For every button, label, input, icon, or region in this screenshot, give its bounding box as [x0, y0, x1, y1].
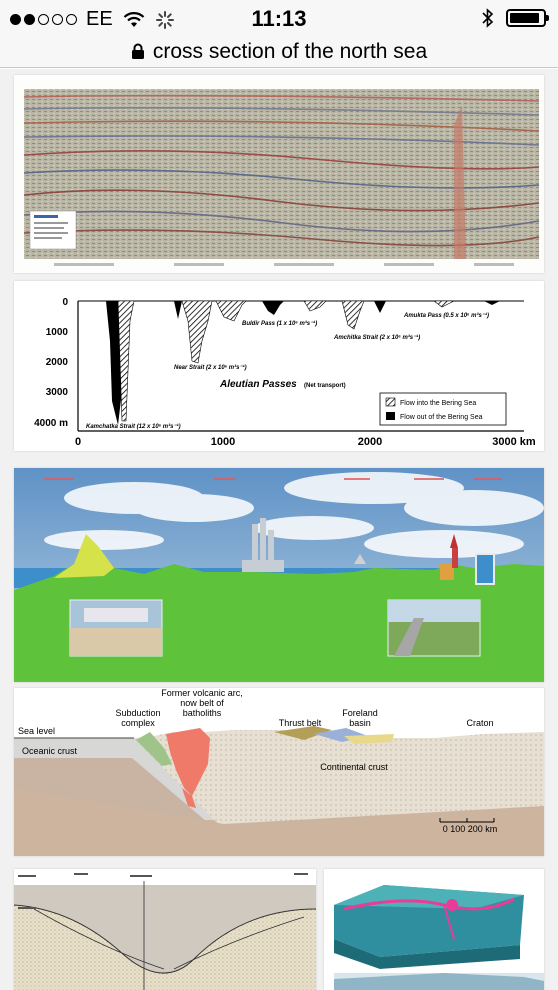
- label-scale: 0 100 200 km: [442, 824, 498, 834]
- url-text: cross section of the north sea: [152, 39, 428, 63]
- x-tick-2000: 2000: [357, 436, 383, 448]
- legend-out: Flow out of the Bering Sea: [400, 414, 483, 421]
- image-results: [0, 69, 558, 990]
- label-continental: Continental crust: [320, 762, 388, 772]
- label-subduction: Subduction complex: [115, 708, 161, 728]
- y-tick-1000: 1000: [45, 327, 68, 338]
- label-craton: Craton: [466, 718, 494, 728]
- label-buldir: Buldir Pass (1 x 10⁶ m³s⁻¹): [242, 321, 318, 327]
- x-tick-3000: 3000 km: [492, 436, 536, 448]
- x-tick-1000: 1000: [210, 436, 236, 448]
- result-image-tectonic[interactable]: [14, 688, 544, 856]
- label-amchitka: Amchitka Strait (2 x 10⁶ m³s⁻¹): [334, 335, 421, 341]
- bluetooth-icon: [482, 8, 494, 28]
- y-tick-4000: 4000 m: [34, 418, 68, 429]
- lock-icon: [131, 43, 145, 60]
- landscape-image: [14, 468, 544, 682]
- label-amukta: Amukta Pass (0.5 x 10⁶ m³s⁻¹): [404, 313, 489, 319]
- label-sea-level: Sea level: [18, 726, 56, 736]
- label-oceanic-crust: Oceanic crust: [22, 746, 78, 756]
- y-tick-3000: 3000: [45, 387, 68, 398]
- result-image-landscape[interactable]: [14, 468, 544, 682]
- address-bar[interactable]: [0, 36, 558, 68]
- y-tick-0: 0: [62, 297, 68, 308]
- y-tick-2000: 2000: [45, 357, 68, 368]
- result-image-3d-block[interactable]: [324, 869, 544, 990]
- status-right: [482, 8, 546, 28]
- chart-subtitle: (Net transport): [304, 383, 346, 389]
- battery-level: [510, 13, 539, 23]
- label-foreland: Foreland basin: [342, 708, 378, 728]
- battery-icon: [506, 9, 546, 27]
- result-image-geology-sketch[interactable]: [14, 869, 316, 990]
- geology-sketch-image: [14, 869, 316, 990]
- carrier-name: EE: [86, 8, 113, 30]
- 3d-block-image: [324, 869, 544, 990]
- label-near: Near Strait (2 x 10⁶ m³s⁻¹): [174, 365, 247, 371]
- legend-into: Flow into the Bering Sea: [400, 400, 477, 407]
- label-thrust: Thrust belt: [278, 718, 322, 728]
- status-bar: [0, 0, 558, 36]
- aleutian-chart: [14, 281, 544, 451]
- status-time: 11:13: [251, 6, 307, 31]
- result-image-seismic[interactable]: [14, 75, 544, 273]
- label-volcanic: Former volcanic arc, now belt of batholiths: [161, 688, 243, 718]
- tectonic-image: [14, 688, 544, 856]
- chart-title: Aleutian Passes: [220, 379, 297, 390]
- label-kamchatka: Kamchatka Strait (12 x 10⁶ m³s⁻¹): [86, 424, 181, 430]
- seismic-image: [14, 75, 544, 273]
- result-image-aleutian-chart[interactable]: [14, 281, 544, 451]
- x-tick-0: 0: [74, 436, 82, 448]
